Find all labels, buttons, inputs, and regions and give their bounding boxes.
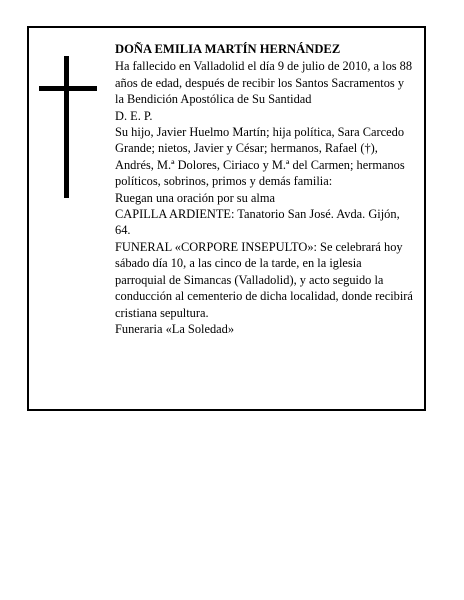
funeral-home: Funeraria «La Soledad»	[115, 321, 235, 336]
cross-horizontal-bar	[39, 86, 97, 91]
family-list: Su hijo, Javier Huelmo Martín; hija política, Sara Carcedo Grande; nietos, Javier y César; hermanos, Rafael (†), Andrés, M.ª Dolores, Ciriaco y M.ª del Carmen; hermanos políticos, sobrinos, primos y demás familia:	[115, 125, 405, 189]
rip-line: D. E. P.	[115, 108, 153, 123]
deceased-name: DOÑA EMILIA MARTÍN HERNÁNDEZ	[115, 42, 341, 56]
latin-cross-icon	[39, 56, 97, 198]
obituary-notice	[27, 26, 426, 411]
death-announcement: Ha fallecido en Valladolid el día 9 de julio de 2010, a los 88 años de edad, después de recibir los Santos Sacramentos y la Bendición Apostólica de Su Santidad	[115, 59, 413, 107]
chapel-info: CAPILLA ARDIENTE: Tanatorio San José. Avda. Gijón, 64.	[115, 207, 400, 238]
cross-vertical-bar	[64, 56, 69, 198]
funeral-info: FUNERAL «CORPORE INSEPULTO»: Se celebrará hoy sábado día 10, a las cinco de la tarde, en la iglesia parroquial de Simancas (Valladolid), y acto seguido la conducción al cementerio de dicha localidad, donde recibirá cristiana sepultura.	[115, 239, 413, 320]
prayer-request: Ruegan una oración por su alma	[115, 190, 275, 205]
obituary-text	[115, 41, 413, 337]
